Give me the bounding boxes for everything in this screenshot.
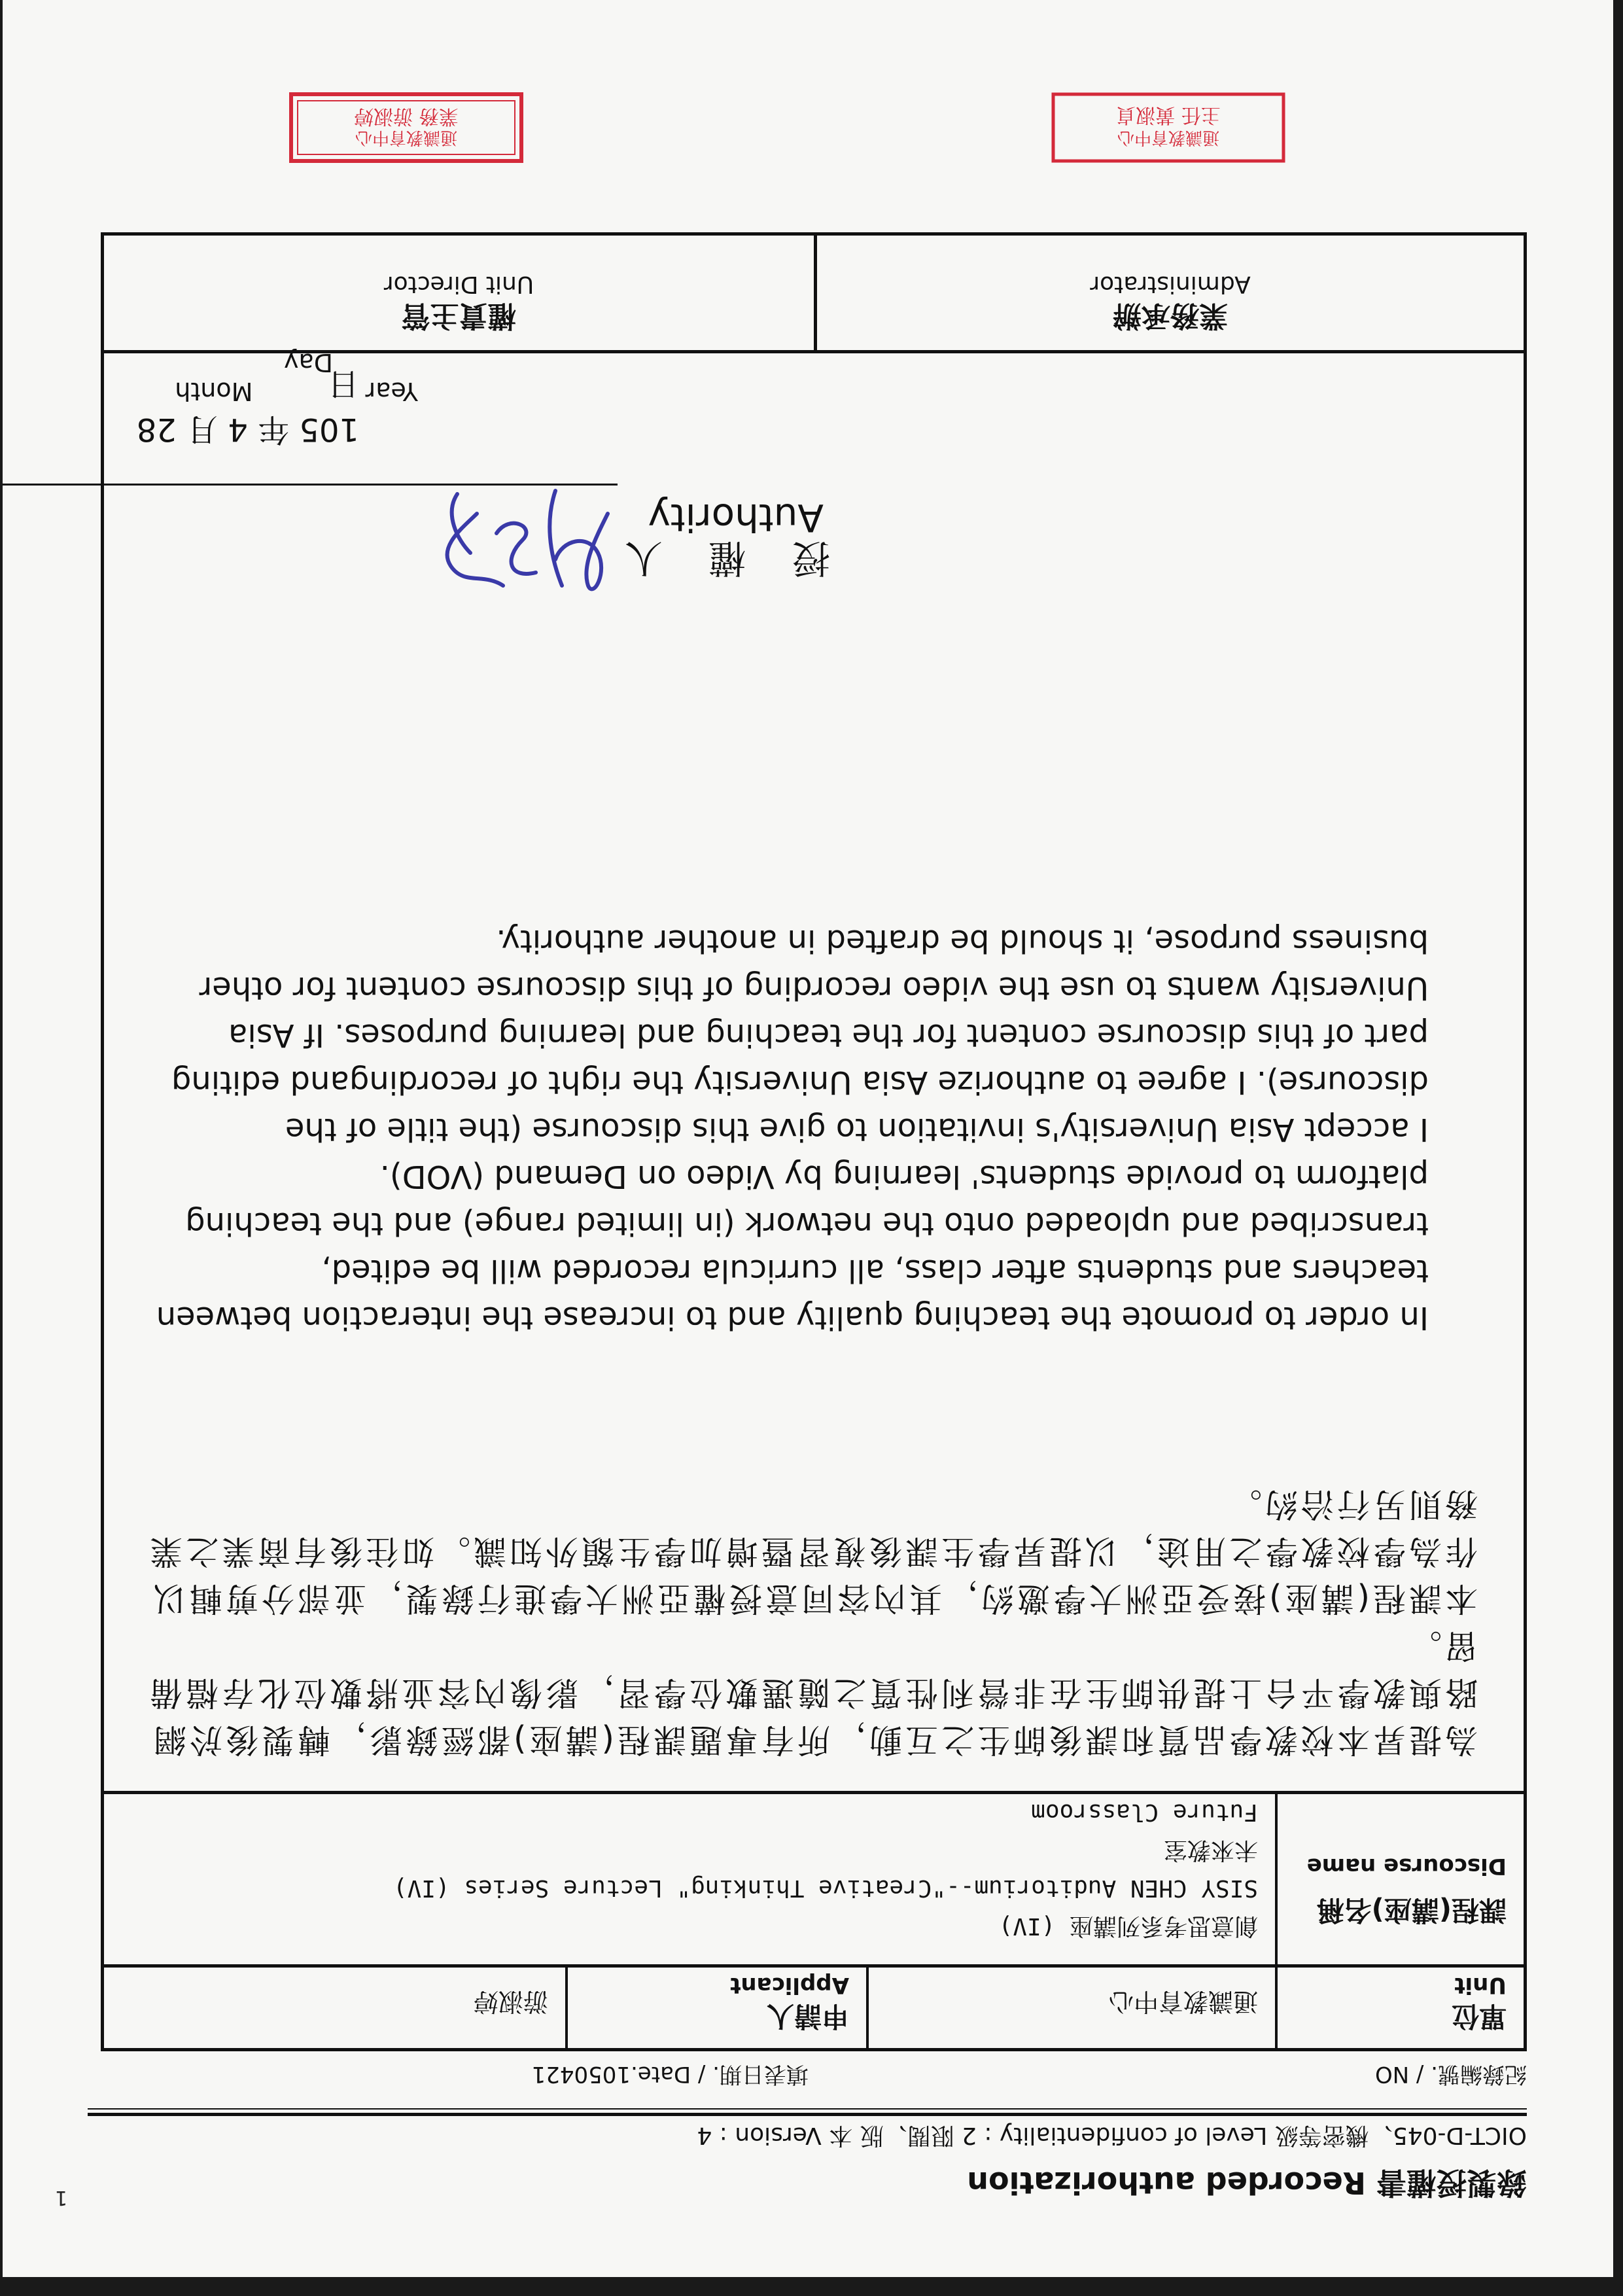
form-meta: OICT-D-045、機密等級 Level of confidentiality : 2 限閱、版 本 Version : 4 <box>697 2122 1527 2149</box>
course-line: Future Classroom <box>1031 1799 1258 1826</box>
unit-value-cell <box>866 1968 1275 2048</box>
authority-label-zh: 授權人 <box>578 536 830 580</box>
svg-text:主任 黃淑貞: 主任 黃淑貞 <box>1116 103 1221 126</box>
body-chinese <box>143 1481 1478 1763</box>
director-header <box>104 232 814 350</box>
course-row <box>104 1791 1524 1964</box>
divider <box>88 2108 1527 2110</box>
applicant-label-cell <box>565 1968 866 2048</box>
handwritten-signature <box>425 474 634 612</box>
version: 版 本 Version : 4 <box>697 2122 884 2149</box>
form-code: OICT-D-045 <box>1392 2122 1527 2149</box>
course-value-cell <box>104 1794 1275 1964</box>
title-zh: 錄製授權書 <box>1376 2165 1527 2200</box>
page-number: 1 <box>55 2186 68 2209</box>
course-label-en: Discourse name <box>1306 1853 1507 1879</box>
director-stamp <box>1051 92 1286 164</box>
document-page <box>3 0 1613 2277</box>
body-english <box>147 917 1429 1341</box>
authority-label-en: Authority <box>648 495 824 540</box>
administrator-label-en: Administrator <box>1090 271 1251 298</box>
administrator-header <box>814 232 1524 350</box>
date-units <box>104 348 438 406</box>
body-zh-paragraph: 本課程(講座)接受亞洲大學邀約，其內容同意授權亞洲大學進行錄製，並部分剪輯以作為學校教學之用途，以提昇學生課後複習暨增加學生額外知識。如往後有商業之業務則另行洽約。 <box>147 1485 1478 1617</box>
administrator-label-zh: 業務承辦 <box>1113 299 1228 332</box>
body-en-paragraph: I accept Asia University's invitation to give this discourse (the title of the discourse). I agree to authorize Asia University the right of recordingand editing part of this discourse content for the teaching and learning purposes. If Asia University wants to use the video recording of this discourse content for other business purpose, it should be drafted in another authority. <box>171 923 1429 1148</box>
unit-label-cell <box>1275 1968 1524 2048</box>
unit-label-en: Unit <box>1454 1972 1507 1998</box>
course-label-zh: 課程(講座)名稱 <box>1316 1894 1507 1926</box>
confidentiality: 機密等級 Level of confidentiality : 2 限閱 <box>907 2122 1369 2149</box>
unit-label-zh: 單位 <box>1451 2000 1507 2032</box>
authority-date: 105 年 4 月 28 日 <box>136 366 359 448</box>
signature-line <box>3 484 618 486</box>
year-label: Year <box>365 377 418 406</box>
administrator-stamp <box>288 92 524 164</box>
svg-text:通識教育中心: 通識教育中心 <box>1117 128 1220 147</box>
director-label-en: Unit Director <box>383 271 534 298</box>
authorization-form <box>101 232 1527 2051</box>
title-en: Recorded authorization <box>967 2165 1366 2200</box>
divider <box>88 2113 1527 2116</box>
course-line: 未來教室 <box>1163 1837 1258 1863</box>
applicant-value: 游淑婷 <box>473 1987 548 2016</box>
fill-date: 填表日期. / Date.1050421 <box>531 2061 809 2087</box>
record-number: 紀錄編號. / NO <box>1374 2061 1527 2087</box>
document-title <box>967 2163 1527 2206</box>
applicant-label-en: Applicant <box>730 1972 849 1998</box>
svg-text:通識教育中心: 通識教育中心 <box>355 128 458 147</box>
unit-applicant-row <box>104 1964 1524 2048</box>
applicant-label-zh: 申請人 <box>766 2000 849 2032</box>
course-label-cell <box>1275 1794 1524 1964</box>
month-label: Month <box>175 377 253 406</box>
signoff-table <box>104 232 1524 353</box>
day-label: Day <box>283 348 333 377</box>
director-label-zh: 權責主管 <box>401 299 517 332</box>
course-line: 創意思考系列講座 (IV) <box>998 1913 1258 1939</box>
body-zh-paragraph: 為提昇本校教學品質和課後師生之互動，所有專題課程(講座)都經錄影，轉製後於網路與教學平台上提供師生在非營利性質之隨選數位學習，影像內容並將數位化存檔備留。 <box>147 1627 1478 1759</box>
svg-text:業務 游淑婷: 業務 游淑婷 <box>354 105 459 128</box>
applicant-value-cell <box>104 1968 565 2048</box>
course-line: SISY CHEN Auditorium--"Creative Thinking" Lecture Series (IV) <box>393 1875 1258 1901</box>
unit-value: 通識教育中心 <box>1108 1987 1258 2016</box>
body-en-paragraph: In order to promote the teaching quality and to increase the interaction between teachers and students after class, all curricula recorded will be edited, transcribed and uploaded onto the network (in limited range) and the teaching platform to provide students' learning by Video on Demand (VOD). <box>156 1158 1429 1336</box>
